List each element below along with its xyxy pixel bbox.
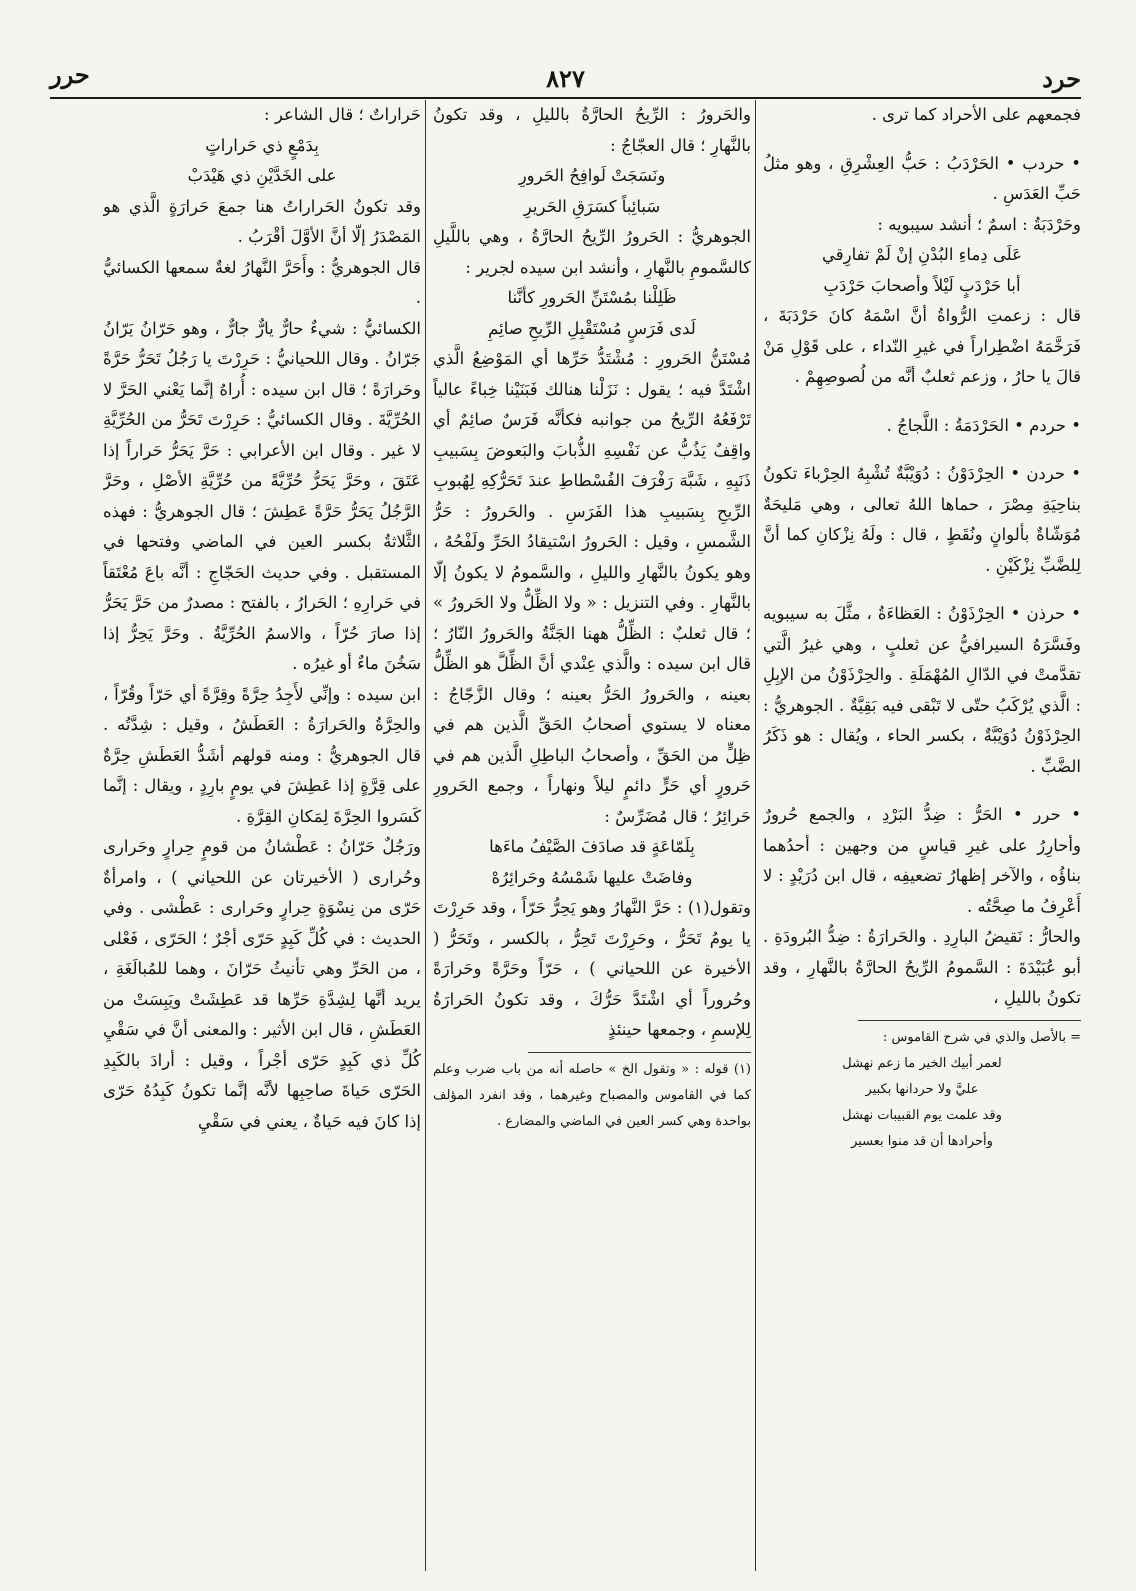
header-left-word: حرر <box>50 60 90 89</box>
verse-line: بِدَمْعٍ ذي حَراراتٍ <box>205 135 319 155</box>
page-number: ٨٢٧ <box>546 64 585 93</box>
footnote-verse: عليَّ ولا حردانها بكبير <box>865 1081 979 1097</box>
header-rule <box>50 97 1081 99</box>
entry-text: الجوهريُّ : الحَرورُ الرِّيحُ الحارَّةُ ، وهي باللَّيلِ كالسَّمومِ بالنَّهارِ ، وأنشد ابن سيده لجرير : <box>433 227 751 277</box>
footnote-verse: وأحرادها أن قد منوا بعسير <box>851 1133 993 1149</box>
footnote-text: = بالأصل والذي في شرح القاموس : <box>883 1029 1081 1045</box>
verse-line: بِلَمّاعَةٍ قد صادَفَ الصَّيْفُ ماءَها <box>489 837 695 856</box>
entry-hrr: • حرر • الحَرُّ : ضِدُّ البَرْدِ ، والجمع حُرورٌ وأحارِرُ على غيرِ قياسٍ من وجهين : أحدُهما بناؤُه ، والآخر إظهارُ تضعيفِه ، قال ابن دُرَيْدٍ : لا أَعْرِفُ ما صِحَّتُه . <box>763 805 1081 916</box>
entry-text: وتقول(١) : حَرَّ النَّهارُ وهو يَحِرُّ حَرّاً ، وقد حَرِرْتَ يا يومُ تَحَرُّ ، وحَرِرْتَ تَحِرُّ ، بالكسر ، وتَحَرُّ ( الأخيرة عن اللحياني ) ، حَرّاً وحَرَّةً وحَرارَةً وحُروراً أي اشْتَدَّ حَرُّكَ ، وقد تكونُ الحَرارَةُ لِلإسمِ ، وجمعها حينئذٍ <box>433 898 751 1039</box>
entry-hrdn: • حردن • الحِرْدَوْنُ : دُوَيْبَّةٌ تُشْبِهُ الحِرْباءَ تكونُ بناحِيَةِ مِصْرَ ، حماها اللهُ تعالى ، وهي مَليحَةٌ مُوَشّاةٌ بألوانٍ ونُقَطٍ ، قال : ولَهُ نِزْكانِ كما أنَّ لِلضَّبِّ نِزْكَيْنِ . <box>763 464 1081 575</box>
entry-text: والحَرورُ : الرِّيحُ الحارَّةُ بالليلِ ، وقد تكونُ بالنَّهارِ ؛ قال العجّاجُ : <box>433 105 751 155</box>
entry-text: حَراراتٌ ؛ قال الشاعر : <box>264 105 421 124</box>
footnote-verse: وقد علمت يوم القبيبات نهشل <box>842 1107 1002 1123</box>
column-right <box>763 100 1081 1571</box>
verse-line: وفاضَتْ عليها شَمْسُهُ وحَرائِرُهْ <box>491 867 693 887</box>
entry-text: وحَرْدَبَةُ : اسمٌ ؛ أنشد سيبويه : <box>877 214 1081 234</box>
footnote-verse: لعمر أبيك الخير ما زعم نهشل <box>842 1055 1002 1071</box>
entry-hrdhn: • حرذن • الحِرْذَوْنُ : العَظاءَةُ ، مثَّلَ به سيبويه وفَسَّرَهُ السيرافيُّ عن ثعلبٍ ، وهي غيرُ الَّتي تقدَّمتْ في الدّالِ المُهْمَلَةِ . والحِرْذَوْنُ من الإبِلِ : الَّذي يُرْكَبُ حتّى لا تَبْقى فيه بَقِيَّةٌ . الجوهريُّ : الحِرْذَوْنُ دُوَيْبَّةٌ ، بكسر الحاء ، ويُقال : هو ذَكَرُ الضَّبِّ . <box>763 604 1081 776</box>
verse-line: أبا حَرْدَبٍ لَيْلاً وأصحابَ حَرْدَبِ <box>823 275 1021 295</box>
footnote-rule <box>858 1020 1081 1021</box>
entry-text: الكسائيُّ : شيءٌ حارٌّ يارٌّ جارٌّ ، وهو حَرّانُ يَرّانُ جَرّانُ . وقال اللحيانيُّ : حَرِرْتَ يا رَجُلُ تَحَرُّ حَرَّةً وحَرارَةً ؛ قال ابن سيده : أُراهُ إنَّما يَعْني الحَرَّ لا الحُرِّيَّةَ . وقال الكسائيُّ : حَرِرْتَ تَحَرُّ من الحُرِّيَّةِ لا غير . وقال ابن الأعرابي : حَرَّ يَحَرُّ حَراراً إذا عَتَقَ ، وحَرَّ يَحَرُّ حُرِّيَّةً من حُرِّيَّةِ الأصْلِ ، وحَرَّ الرَّجُلُ يَحَرُّ حَرَّةً عَطِشَ ؛ قال الجوهريُّ : فهذه الثَّلاثةُ بكسر العين في الماضي وفتحها في المستقبل . وفي حديث الحَجّاجِ : أنَّه باعَ مُعْتَقاً في حَرارِهِ ؛ الحَرارُ ، بالفتح : مصدرٌ من حَرَّ يَحَرُّ إذا صارَ حُرّاً ، والاسمُ الحُرِّيَّةُ . وحَرَّ يَحِرُّ إذا سَخُنَ ماءٌ أو غيرُه . <box>103 318 421 673</box>
header-right-word: حرد <box>1042 64 1081 93</box>
entry-hrdm: • حردم • الحَرْدَمَةُ : اللَّجاجُ . <box>886 415 1081 435</box>
entry-text: مُسْتَنُّ الحَرورِ : مُشْتَدُّ حَرِّها أي المَوْضِعُ الَّذي اشْتَدَّ فيه ؛ يقول : نَزَلْنا هنالك فَبَنَيْنا خِباءً عالياً تَرْفَعُهُ الرِّيحُ من جوانبه فكأنَّه فَرَسٌ صائِمٌ أي واقِفٌ يَذُبُّ عن نَفْسِهِ الذُّبابَ والبَعوضَ بِسَبيبِ ذَنَبِهِ ، شَبَّهَ رَفْرَفَ الفُسْطاطِ عندَ تَحَرُّكِهِ لِهُبوبِ الرِّيحِ بِسَبيبِ هذا الفَرَسِ . والحَرورُ : حَرُّ الشَّمسِ ، وقيل : الحَرورُ اسْتيقادُ الحَرِّ ولَفْحُهُ ، وهو يكونُ بالنَّهارِ والليلِ ، والسَّمومُ لا يكونُ إلّا بالنَّهارِ . وفي التنزيل : « ولا الظِّلُّ ولا الحَرورُ » ؛ قال ثعلبٌ : الظِّلُّ ههنا الجَنَّةُ والحَرورُ النّارُ ؛ قال ابن سيده : والَّذي عِنْدي أنَّ الظِّلَّ هو الظِّلُّ بعينه ، والحَرورُ الحَرُّ بعينه ؛ وقال الزَّجّاجُ : معناه لا يستوي أصحابُ الحَقِّ الَّذين هم في ظِلٍّ من الحَقِّ ، وأصحابُ الباطِلِ الَّذين هم في حَرورٍ أي حَرٍّ دائمٍ ليلاً ونهاراً ، وجمع الحَرورِ حَرائِرُ ؛ قال مُضَرِّسٌ : <box>433 349 751 826</box>
column-middle <box>433 100 751 1571</box>
column-left <box>103 100 421 1571</box>
verse-line: ظَلِلْنا بمُسْتَنِّ الحَرورِ كأنَّنا <box>507 288 677 307</box>
verse-line: لَدى فَرَسٍ مُسْتَقْبِلِ الرِّيحِ صائِمِ <box>488 318 696 338</box>
entry-text: ورَجُلٌ حَرّانُ : عَطْشانُ من قومٍ حِرارٍ وحَرارى وحُرارى ( الأخيرتان عن اللحياني ) ، وامرأةٌ حَرّى من نِسْوَةٍ حِرارٍ وحَرارى : عَطْشى . وفي الحديث : في كُلِّ كَبِدٍ حَرّى أجْرٌ ؛ الحَرّى ، فَعْلى ، من الحَرِّ وهي تأنيثُ حَرّانَ ، وهما للمُبالَغَةِ ، يريد أنَّها لِشِدَّةِ حَرِّها قد عَطِشَتْ ويَبِسَتْ من العَطَشِ ، قال ابن الأثير : والمعنى أنَّ في سَقْيِ كُلِّ ذي كَبِدٍ حَرّى أجْراً ، وقيل : أرادَ بالكَبِدِ الحَرّى حَياةَ صاحِبِها لأنَّه إنَّما تكونُ كَبِدُهُ حَرّى إذا كانَ فيه حَياةٌ ، يعني في سَقْيِ <box>103 837 421 1131</box>
entry-text: فجمعهم على الأحراد كما ترى . <box>871 105 1081 124</box>
entry-text: قال : زعمتِ الرُّواةُ أنَّ اسْمَهُ كانَ حَرْدَبَةَ ، فَرَخَّمَهُ اضْطِراراً في غيرِ النّداء ، على قَوْلِ مَنْ قالَ يا حارُ ، وزعم ثعلبٌ أنَّه من لُصوصِهِمْ . <box>763 306 1081 386</box>
entry-text: قال الجوهريُّ : وأَحَرَّ النَّهارُ لغةٌ سمعها الكسائيُّ . <box>103 257 421 307</box>
entry-text: وقد تكونُ الحَراراتُ هنا جمعَ حَرارَةٍ الَّذي هو المَصْدَرُ إلّا أنَّ الأوَّلَ أقْرَبُ . <box>103 196 421 246</box>
verse-line: على الخَدَّيْنِ ذي هَيْدَبْ <box>187 166 337 185</box>
entry-text: والحارُّ : نَقيضُ البارِدِ . والحَرارَةُ : ضِدُّ البُرودَةِ . أبو عُبَيْدَةَ : السَّمومُ الرِّيحُ الحارَّةُ بالنَّهارِ ، وقد تكونُ بالليلِ ، <box>763 927 1081 1007</box>
entry-text: ابن سيده : وإنِّي لأَجِدُ حِرَّةً وقِرَّةً أي حَرّاً وقُرّاً ، والحِرَّةُ والحَرارَةُ : العَطَشُ ، وقيل : شِدَّتُه . قال الجوهريُّ : ومنه قولهم أشَدُّ العَطَشِ حِرَّةٌ على قِرَّةٍ إذا عَطِشَ في يومٍ بارِدٍ ، ويقال : إنَّما كَسَروا الحِرَّةَ لِمَكانِ القِرَّةِ . <box>103 684 421 826</box>
footnote-rule <box>528 1052 751 1053</box>
verse-line: ونَسَجَتْ لَوافِحُ الحَرورِ <box>518 166 666 185</box>
footnote-text: (١) قوله : « وتقول الخ » حاصله أنه من باب ضرب وعلم كما في القاموس والمصباح وغيرهما ، وقد انفرد المؤلف بواحدة وهي كسر العين في الماضي والمضارع . <box>433 1061 751 1129</box>
running-header <box>50 60 1081 100</box>
verse-line: عَلَى دِماءِ البُدْنِ إنْ لَمْ تفارِقي <box>822 245 1022 264</box>
verse-line: سَبائِباً كسَرَقِ الحَريرِ <box>523 196 661 216</box>
entry-hrdb: • حردب • الحَرْدَبُ : حَبُّ العِشْرِقِ ، وهو مثلُ حَبِّ العَدَسِ . <box>763 153 1081 203</box>
